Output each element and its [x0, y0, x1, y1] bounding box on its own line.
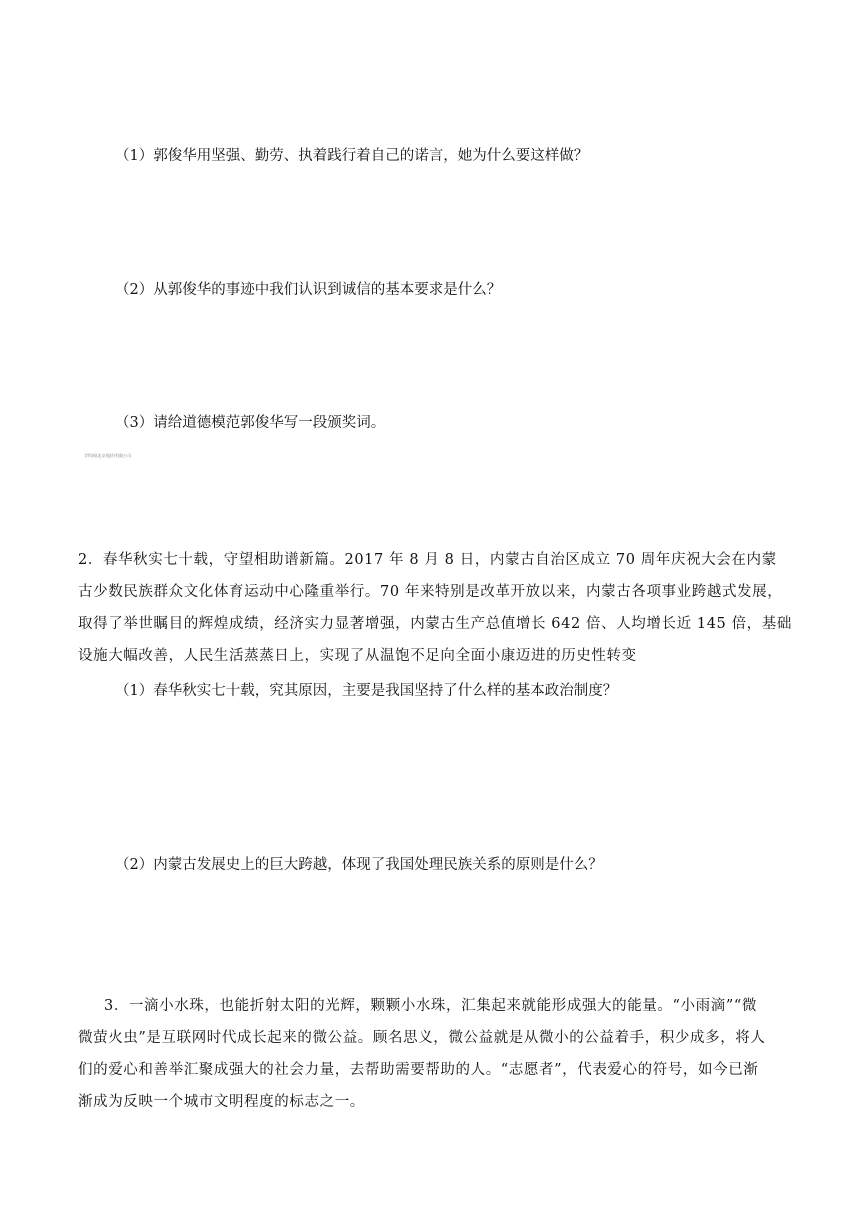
question-3-stem-line-1: 3．一滴小水珠，也能折射太阳的光辉，颗颗小水珠，汇集起来就能形成强大的能量。“小雨滴”“微: [104, 998, 757, 1014]
question-2-stem-line-1: 2．春华秋实七十载，守望相助谱新篇。2017 年 8 月 8 日，内蒙古自治区成立 70 周年庆祝大会在内蒙: [78, 552, 777, 568]
question-2-2: （2）内蒙古发展史上的巨大跨越，体现了我国处理民族关系的原则是什么？: [115, 857, 603, 873]
question-1-1: （1）郭俊华用坚强、勤劳、执着践行着自己的诺言，她为什么要这样做？: [115, 148, 589, 164]
question-3-stem-line-4: 渐成为反映一个城市文明程度的标志之一。: [78, 1094, 365, 1110]
question-2-1: （1）春华秋实七十载，究其原因，主要是我国坚持了什么样的基本政治制度？: [115, 683, 618, 699]
question-3-stem-line-2: 微萤火虫”是互联网时代成长起来的微公益。顾名思义，微公益就是从微小的公益着手，积少成多，将人: [78, 1030, 766, 1046]
question-2-stem-line-2: 古少数民族群众文化体育运动中心隆重举行。70 年来特别是改革开放以来，内蒙古各项事业跨越式发展，: [78, 584, 783, 600]
question-1-3: （3）请给道德模范郭俊华写一段颁奖词。: [115, 415, 386, 431]
question-1-2: （2）从郭俊华的事迹中我们认识到诚信的基本要求是什么？: [115, 282, 502, 298]
question-3-stem-line-3: 们的爱心和善举汇聚成强大的社会力量，去帮助需要帮助的人。“志愿者”，代表爱心的符号，如今已渐: [78, 1062, 759, 1078]
question-2-stem-line-4: 设施大幅改善，人民生活蒸蒸日上，实现了从温饱不足向全面小康迈进的历史性转变: [78, 648, 637, 664]
watermark-text: 学科网(北京)股份有限公司: [84, 453, 132, 458]
question-2-stem-line-3: 取得了举世瞩目的辉煌成绩，经济实力显著增强，内蒙古生产总值增长 642 倍、人均增长近 145 倍，基础: [78, 616, 792, 632]
